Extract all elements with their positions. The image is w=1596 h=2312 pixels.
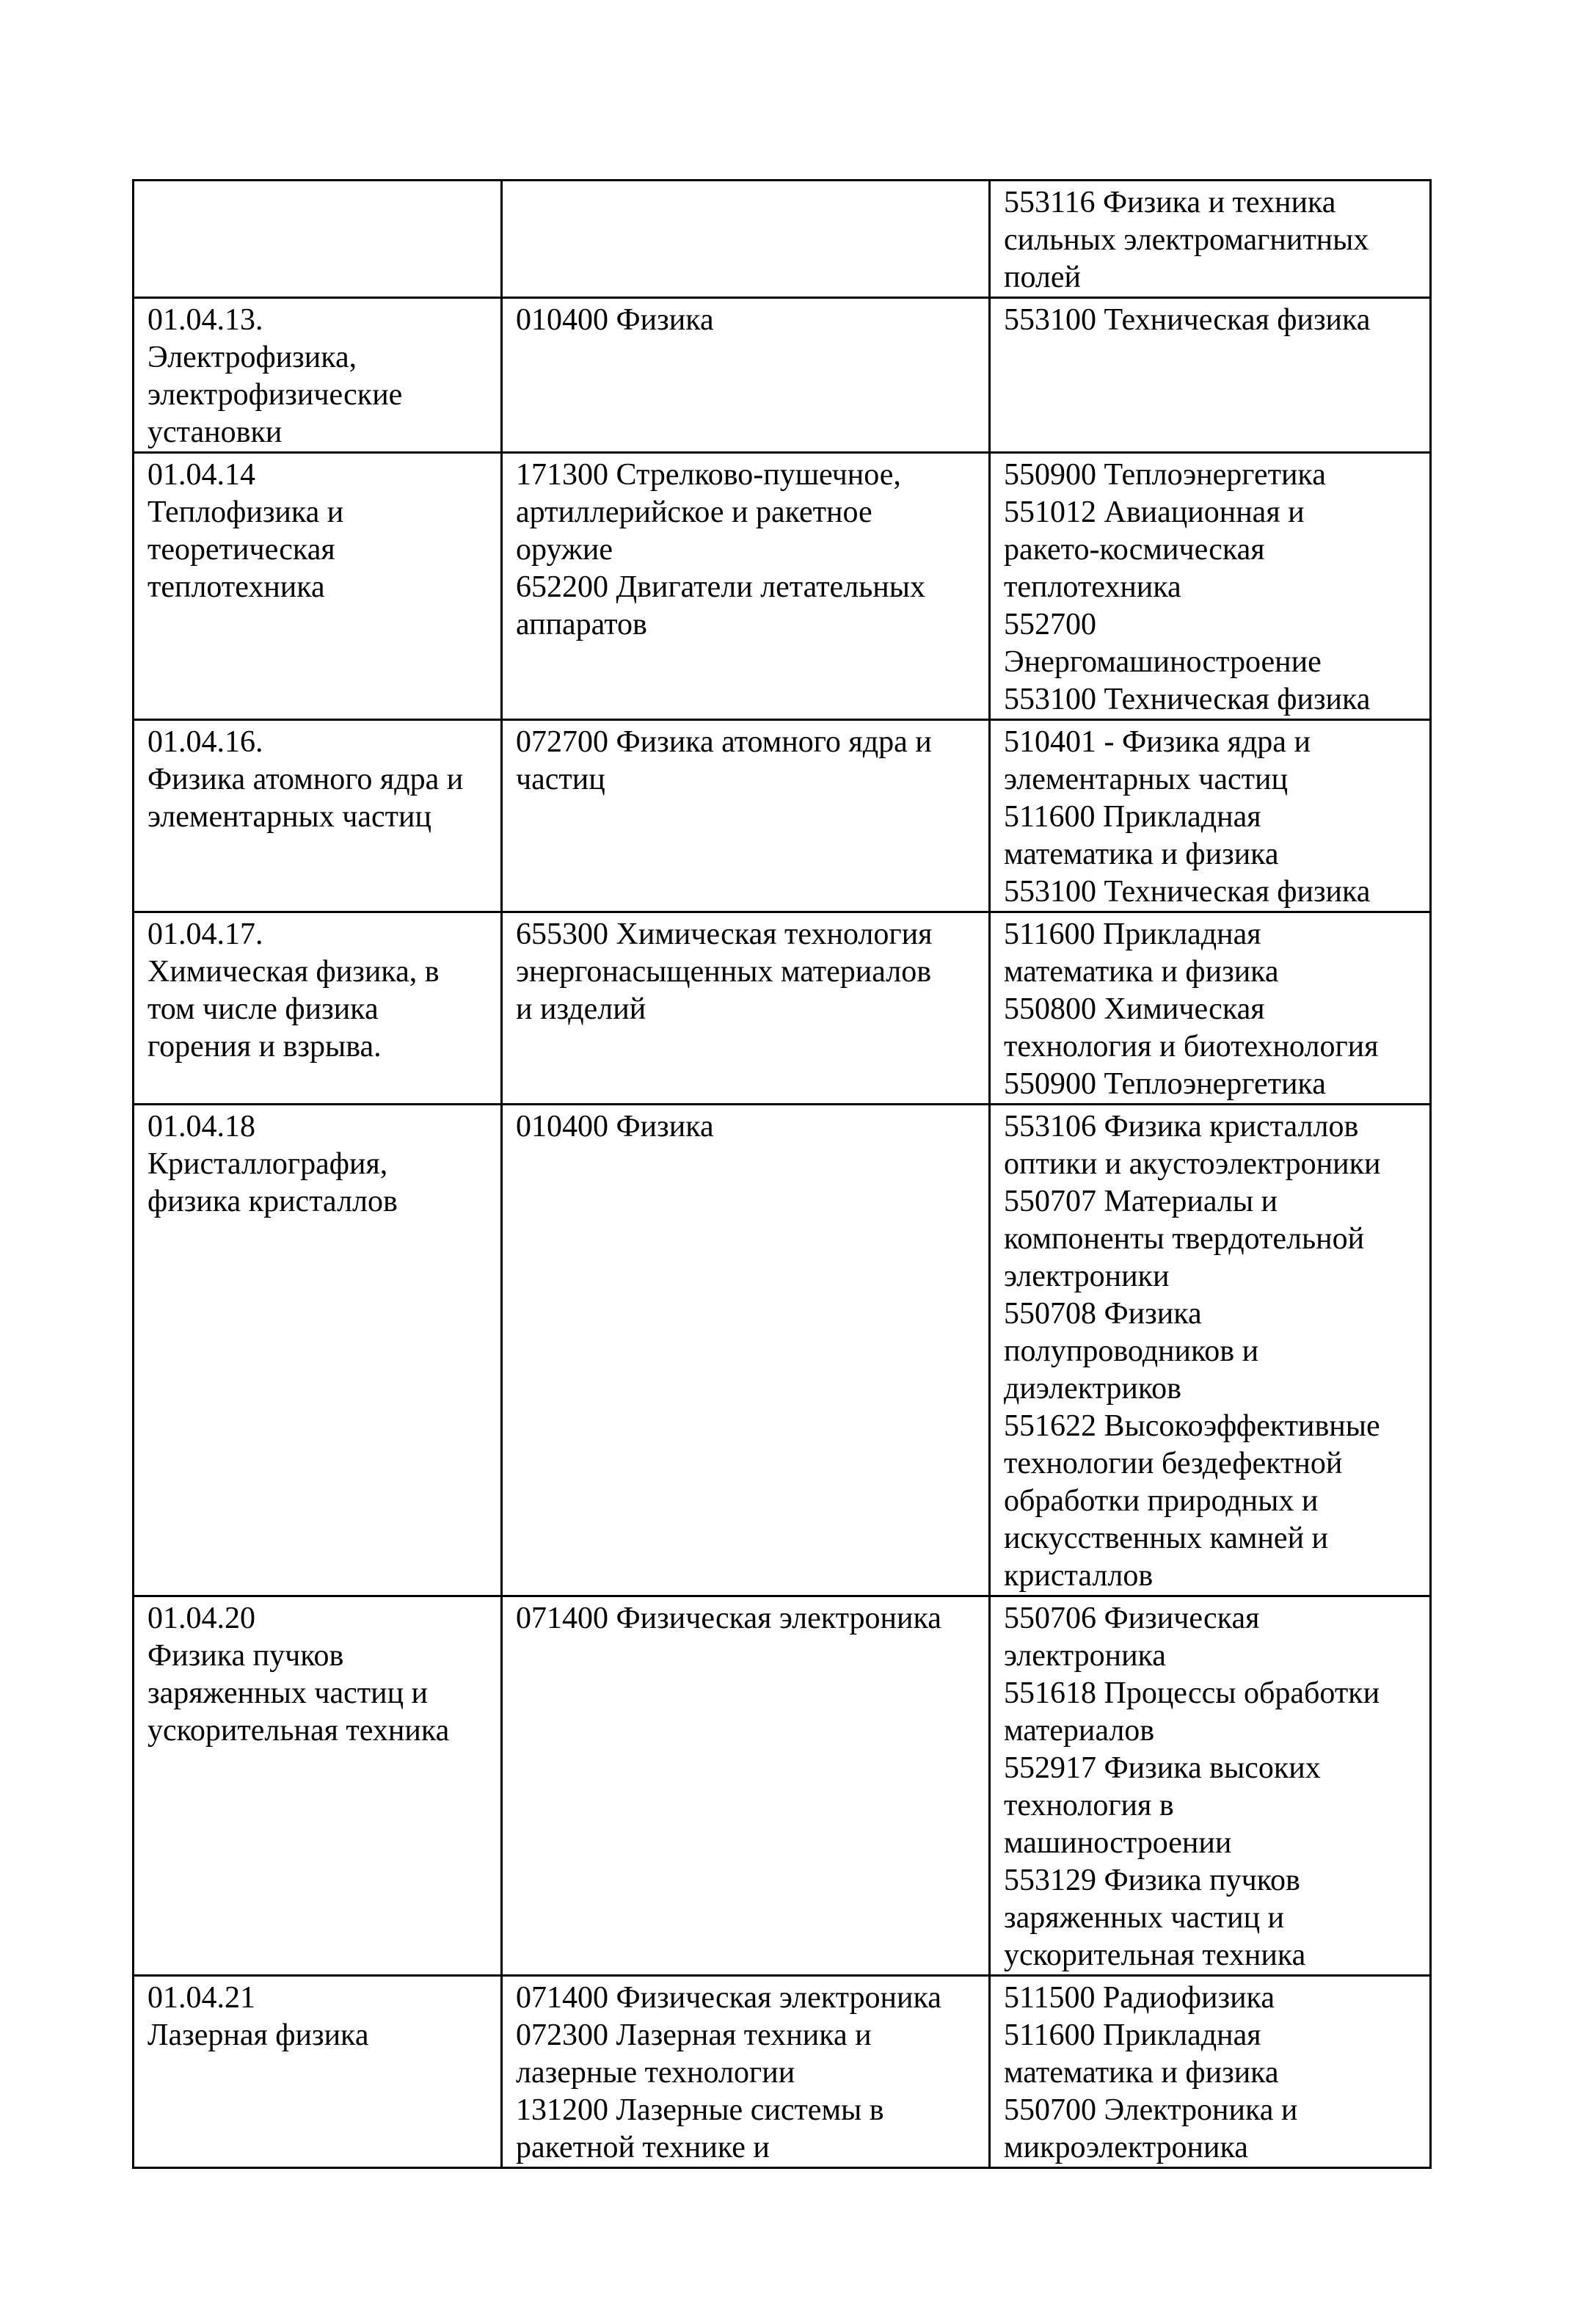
table-row [134,298,1431,453]
specialty-code-cell [134,1976,502,2168]
cell-text-line: 01.04.18 [147,1110,255,1144]
specialty-code-cell [134,181,502,298]
specialty-code-cell [134,1596,502,1976]
table-body [134,181,1431,2168]
cell-text-line: 553100 Техническая физика [1004,875,1371,909]
cell-text-line: 551618 Процессы обработки [1004,1676,1380,1710]
direction-cell [990,1976,1431,2168]
cell-text-line: ускорительная техника [147,1714,450,1748]
cell-text-line: лазерные технологии [516,2056,795,2090]
cell-text-line: 072700 Физика атомного ядра и [516,725,932,759]
cell-text-line: 01.04.20 [147,1602,255,1635]
cell-text-line: заряженных частиц и [1004,1901,1285,1935]
cell-text-line: Электрофизика, [147,341,357,374]
cell-text-line: 552700 [1004,608,1096,641]
program-cell [502,1596,990,1976]
cell-text-line: частиц [516,763,605,796]
cell-text-line: 01.04.17. [147,917,263,951]
cell-text-line: артиллерийское и ракетное [516,495,872,529]
cell-text-line: том числе физика [147,992,379,1026]
cell-text-line: технологии бездефектной [1004,1447,1343,1480]
cell-text-line: 550900 Теплоэнергетика [1004,458,1326,492]
cell-text-line: 071400 Физическая электроника [516,1981,941,2015]
cell-text-line: физика кристаллов [147,1185,398,1218]
cell-text-line: электрофизические [147,378,403,412]
cell-text-line: 553116 Физика и техника [1004,186,1336,219]
specialty-code-cell [134,1105,502,1596]
table-row [134,720,1431,912]
direction-cell [990,720,1431,912]
table-row [134,912,1431,1105]
cell-text-line: элементарных частиц [147,800,431,834]
cell-text-line: 550708 Физика [1004,1297,1202,1331]
cell-text-line: диэлектриков [1004,1372,1182,1406]
program-cell [502,1976,990,2168]
cell-text-line: 553106 Физика кристаллов [1004,1110,1359,1144]
cell-text-line: технология и биотехнология [1004,1030,1379,1064]
cell-text-line: 511600 Прикладная [1004,917,1261,951]
cell-text-line: Энергомашиностроение [1004,645,1322,679]
cell-text-line: 511500 Радиофизика [1004,1981,1275,2015]
cell-text-line: технология в [1004,1789,1174,1822]
cell-text-line: оружие [516,533,613,567]
direction-cell [990,1596,1431,1976]
cell-text-line: электроника [1004,1639,1166,1673]
cell-text-line: 550900 Теплоэнергетика [1004,1067,1326,1101]
cell-text-line: Физика атомного ядра и [147,763,464,796]
cell-text-line: аппаратов [516,608,647,641]
program-cell [502,1105,990,1596]
table-row [134,1105,1431,1596]
cell-text-line: 550707 Материалы и [1004,1185,1278,1218]
cell-text-line: 550800 Химическая [1004,992,1265,1026]
cell-text-line: ракето-космическая [1004,533,1265,567]
direction-cell [990,181,1431,298]
table-row [134,1596,1431,1976]
table-row [134,181,1431,298]
cell-text-line: полей [1004,261,1081,294]
cell-text-line: 553100 Техническая физика [1004,683,1371,716]
cell-text-line: и изделий [516,992,646,1026]
cell-text-line: 010400 Физика [516,303,714,337]
cell-text-line: 551622 Высокоэффективные [1004,1409,1380,1443]
specialty-code-cell [134,298,502,453]
cell-text-line: ускорительная техника [1004,1938,1306,1972]
cell-text-line: полупроводников и [1004,1334,1259,1368]
cell-text-line: 072300 Лазерная техника и [516,2018,872,2052]
program-cell [502,298,990,453]
cell-text-line: 552917 Физика высоких [1004,1751,1321,1785]
cell-text-line: Физика пучков [147,1639,344,1673]
program-cell [502,453,990,720]
program-cell [502,181,990,298]
direction-cell [990,298,1431,453]
cell-text-line: 510401 - Физика ядра и [1004,725,1311,759]
cell-text-line: оптики и акустоэлектроники [1004,1147,1381,1181]
cell-text-line: теоретическая [147,533,335,567]
cell-text-line: 511600 Прикладная [1004,2018,1261,2052]
cell-text-line: 01.04.16. [147,725,263,759]
cell-text-line: заряженных частиц и [147,1676,429,1710]
cell-text-line: 553129 Физика пучков [1004,1864,1300,1897]
cell-text-line: горения и взрыва. [147,1030,382,1064]
specialty-table [132,179,1432,2169]
direction-cell [990,453,1431,720]
cell-text-line: установки [147,415,283,449]
cell-text-line: 550700 Электроника и [1004,2093,1298,2127]
cell-text-line: 01.04.21 [147,1981,255,2015]
specialty-code-cell [134,453,502,720]
cell-text-line: искусственных камней и [1004,1522,1329,1555]
cell-text-line: энергонасыщенных материалов [516,955,932,989]
cell-text-line: Теплофизика и [147,495,344,529]
cell-text-line: 010400 Физика [516,1110,714,1144]
direction-cell [990,912,1431,1105]
table-row [134,453,1431,720]
cell-text-line: 511600 Прикладная [1004,800,1261,834]
cell-text-line: 131200 Лазерные системы в [516,2093,884,2127]
cell-text-line: 551012 Авиационная и [1004,495,1305,529]
cell-text-line: 071400 Физическая электроника [516,1602,941,1635]
cell-text-line: математика и физика [1004,2056,1279,2090]
cell-text-line: компоненты твердотельной [1004,1222,1365,1256]
cell-text-line: микроэлектроника [1004,2131,1248,2164]
specialty-code-cell [134,912,502,1105]
specialty-code-cell [134,720,502,912]
cell-text-line: сильных электромагнитных [1004,223,1369,257]
cell-text-line: математика и физика [1004,837,1279,871]
program-cell [502,912,990,1105]
cell-text-line: Лазерная физика [147,2018,369,2052]
cell-text-line: материалов [1004,1714,1155,1748]
cell-text-line: электроники [1004,1259,1170,1293]
cell-text-line: теплотехника [1004,570,1181,604]
cell-text-line: 01.04.13. [147,303,263,337]
cell-text-line: Кристаллография, [147,1147,388,1181]
cell-text-line: кристаллов [1004,1559,1154,1593]
cell-text-line: 550706 Физическая [1004,1602,1260,1635]
cell-text-line: ракетной технике и [516,2131,770,2164]
program-cell [502,720,990,912]
cell-text-line: 652200 Двигатели летательных [516,570,925,604]
cell-text-line: машиностроении [1004,1826,1232,1860]
cell-text-line: обработки природных и [1004,1484,1319,1518]
cell-text-line: 171300 Стрелково-пушечное, [516,458,901,492]
cell-text-line: элементарных частиц [1004,763,1288,796]
cell-text-line: Химическая физика, в [147,955,440,989]
cell-text-line: теплотехника [147,570,325,604]
cell-text-line: 01.04.14 [147,458,255,492]
cell-text-line: 553100 Техническая физика [1004,303,1371,337]
direction-cell [990,1105,1431,1596]
table-row [134,1976,1431,2168]
cell-text-line: математика и физика [1004,955,1279,989]
cell-text-line: 655300 Химическая технология [516,917,933,951]
